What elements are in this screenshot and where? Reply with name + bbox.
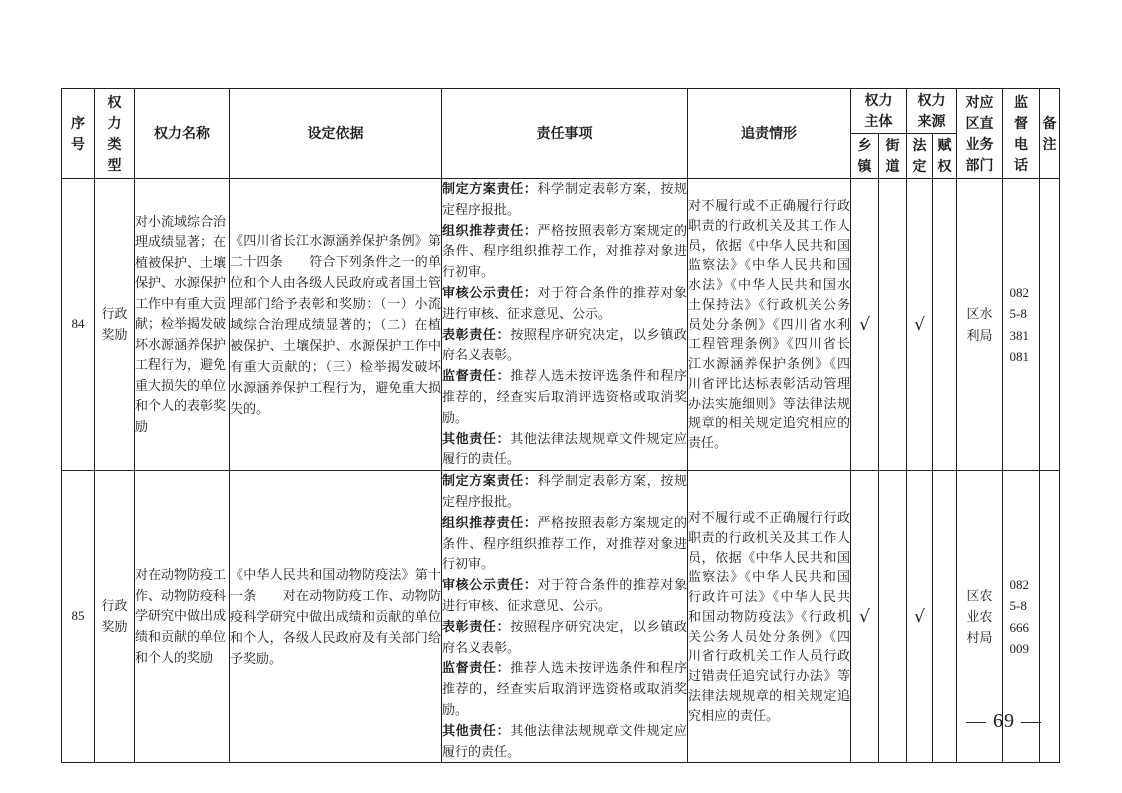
cell-street-check bbox=[879, 179, 907, 471]
duty-item: 审核公示责任：对于符合条件的推荐对象进行审核、征求意见、公示。 bbox=[442, 284, 687, 321]
cell-duty-items bbox=[442, 471, 688, 763]
duty-item: 制定方案责任：科学制定表彰方案，按规定程序报批。 bbox=[442, 473, 687, 509]
cell-power-name: 对小流域综合治理成绩显著；在植被保护、土壤保护、水源保护工作中有重大贡献；检举揭发破坏水源涵养保护工程行为，避免重大损失的单位和个人的表彰奖励 bbox=[135, 179, 230, 471]
checkmark: √ bbox=[914, 606, 925, 627]
cell-department: 区水利局 bbox=[957, 179, 1003, 471]
cell-setting-basis: 《四川省长江水源涵养保护条例》第二十四条 符合下列条件之一的单位和个人由各级人民政府或者国土管理部门给予表彰和奖励：（一）小流域综合治理成绩显著的；（二）在植被保护、土壤保护、水源保护工作中有重大贡献的；（三）检举揭发破坏水源涵养保护工程行为，避免重大损失的。 bbox=[230, 179, 442, 471]
header-delegated: 赋权 bbox=[933, 134, 957, 179]
header-serial-no: 序号 bbox=[62, 89, 95, 179]
header-duty-items: 责任事项 bbox=[442, 89, 688, 179]
header-township: 乡镇 bbox=[851, 134, 879, 179]
cell-statutory-check bbox=[907, 179, 933, 471]
checkmark: √ bbox=[859, 606, 870, 627]
cell-serial-no: 85 bbox=[62, 471, 95, 763]
cell-setting-basis: 《中华人民共和国动物防疫法》第十一条 对在动物防疫工作、动物防疫科学研究中做出成绩和贡献的单位和个人，各级人民政府及有关部门给予奖励。 bbox=[230, 471, 442, 763]
header-power-name: 权力名称 bbox=[135, 89, 230, 179]
cell-township-check bbox=[851, 471, 879, 763]
header-power-subject-group: 权力主体 bbox=[851, 89, 907, 134]
cell-street-check bbox=[879, 471, 907, 763]
cell-accountability: 对不履行或不正确履行行政职责的行政机关及其工作人员，依据《中华人民共和国监察法》《中华人民共和国行政许可法》《中华人民共和国动物防疫法》《行政机关公务人员处分条例》《四川省行政机关工作人员行政过错责任追究试行办法》等法律法规规章的相关规定追究相应的责任。 bbox=[688, 471, 851, 763]
cell-power-name: 对在动物防疫工作、动物防疫科学研究中做出成绩和贡献的单位和个人的奖励 bbox=[135, 471, 230, 763]
cell-phone: 0825-8381081 bbox=[1003, 179, 1040, 471]
page-number: — 69 — bbox=[966, 710, 1042, 732]
cell-accountability: 对不履行或不正确履行行政职责的行政机关及其工作人员，依据《中华人民共和国监察法》《中华人民共和国水法》《中华人民共和国水土保持法》《行政机关公务员处分条例》《四川省水利工程管理条例》《四川省长江水源涵养保护条例》《四川省评比达标表彰活动管理办法实施细则》等法律法规规章的相关规定追究相应的责任。 bbox=[688, 179, 851, 471]
duty-item: 其他责任：其他法律法规规章文件规定应履行的责任。 bbox=[442, 430, 687, 467]
cell-duty-items bbox=[442, 179, 688, 471]
power-responsibility-table bbox=[61, 88, 1060, 763]
cell-delegated-check bbox=[933, 471, 957, 763]
duty-item: 表彰责任：按照程序研究决定，以乡镇政府名义表彰。 bbox=[442, 326, 687, 363]
header-remark: 备注 bbox=[1040, 89, 1060, 179]
cell-department: 区农业农村局 bbox=[957, 471, 1003, 763]
table-row-84 bbox=[62, 179, 1060, 471]
duty-item: 组织推荐责任：严格按照表彰方案规定的条件、程序组织推荐工作，对推荐对象进行初审。 bbox=[442, 222, 687, 280]
checkmark: √ bbox=[859, 314, 870, 335]
table-row-85 bbox=[62, 471, 1060, 763]
header-street: 街道 bbox=[879, 134, 907, 179]
duty-item: 审核公示责任：对于符合条件的推荐对象进行审核、征求意见、公示。 bbox=[442, 577, 687, 613]
duty-item: 组织推荐责任：严格按照表彰方案规定的条件、程序组织推荐工作，对推荐对象进行初审。 bbox=[442, 514, 687, 572]
duty-item: 表彰责任：按照程序研究决定，以乡镇政府名义表彰。 bbox=[442, 618, 687, 655]
duty-item: 制定方案责任：科学制定表彰方案，按规定程序报批。 bbox=[442, 181, 687, 217]
duty-item: 监督责任：推荐人选未按评选条件和程序推荐的，经查实后取消评选资格或取消奖励。 bbox=[442, 368, 687, 425]
cell-remark bbox=[1040, 471, 1060, 763]
cell-power-type: 行政奖励 bbox=[95, 471, 135, 763]
checkmark: √ bbox=[914, 314, 925, 335]
header-supervision-phone: 监督电话 bbox=[1003, 89, 1040, 179]
cell-remark bbox=[1040, 179, 1060, 471]
duty-item: 其他责任：其他法律法规规章文件规定应履行的责任。 bbox=[442, 722, 687, 759]
cell-serial-no: 84 bbox=[62, 179, 95, 471]
header-district-department: 对应区直业务部门 bbox=[957, 89, 1003, 179]
cell-phone: 0825-8666009 bbox=[1003, 471, 1040, 763]
header-power-source-group: 权力来源 bbox=[907, 89, 957, 134]
header-setting-basis: 设定依据 bbox=[230, 89, 442, 179]
duty-item: 监督责任：推荐人选未按评选条件和程序推荐的，经查实后取消评选资格或取消奖励。 bbox=[442, 660, 687, 717]
cell-delegated-check bbox=[933, 179, 957, 471]
header-accountability: 追责情形 bbox=[688, 89, 851, 179]
header-power-type: 权力类型 bbox=[95, 89, 135, 179]
header-statutory: 法定 bbox=[907, 134, 933, 179]
cell-power-type: 行政奖励 bbox=[95, 179, 135, 471]
header-row-top bbox=[62, 89, 1060, 134]
cell-statutory-check bbox=[907, 471, 933, 763]
cell-township-check bbox=[851, 179, 879, 471]
